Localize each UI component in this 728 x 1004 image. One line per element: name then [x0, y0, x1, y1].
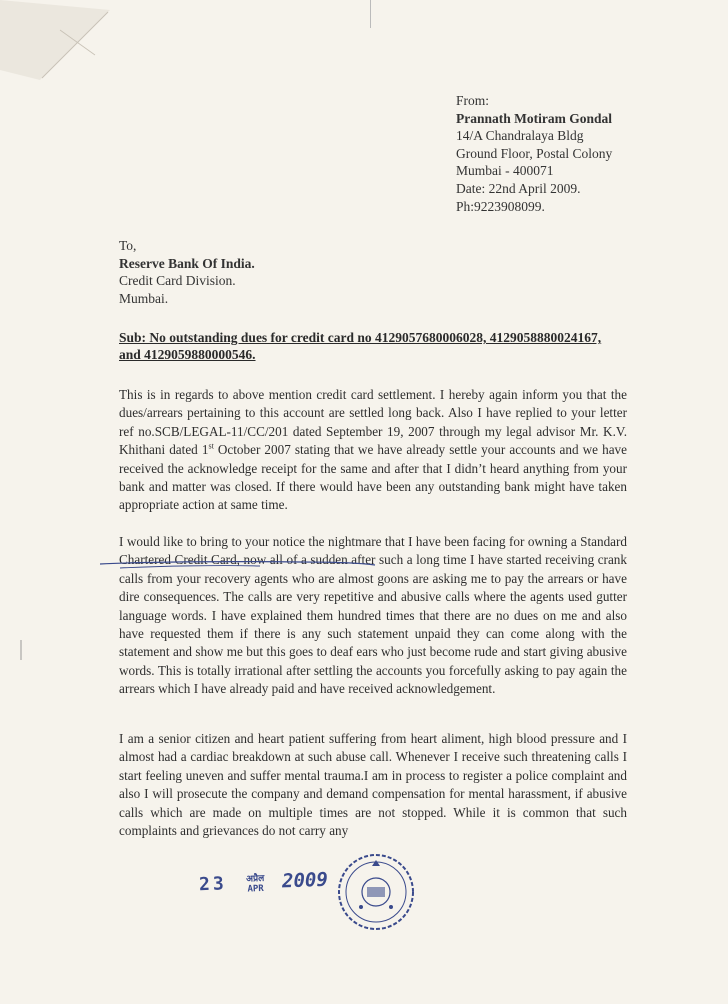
received-date-stamp [199, 869, 329, 896]
sender-name: Prannath Motiram Gondal [456, 110, 613, 126]
top-margin-tick [370, 0, 371, 28]
subject-line1: Sub: No outstanding dues for credit card no 4129057680006028, 4129058880024167, [119, 330, 602, 345]
stamp-year: 2009 [281, 868, 329, 893]
paragraph-2: I would like to bring to your notice the nightmare that I have been facing for owning a Standard Chartered Credit Card, now all of a sudden after such a long time I have started receiving crank calls from your recovery agents who are almost goons are asking me to pay the arrears or have dire consequences. The calls are very repetitive and abusive calls where the agents used gutter language words. I have explained them hundred times that there are no dues on me and also have requested them if there is any such statement unpaid they can come along with the statement and show me but this goes to deaf ears who just become rude and start giving abusive words. This is totally irrational after settling the accounts you forcefully asking to pay again the arrears which I have already paid and have received acknowledgement. [119, 534, 627, 697]
official-seal-icon [336, 852, 416, 932]
sender-address-line2: Ground Floor, Postal Colony [456, 145, 613, 161]
sender-address [456, 92, 612, 215]
sender-address-line1: 14/A Chandralaya Bldg [456, 128, 584, 144]
subject-line2: and 4129059880000546. [119, 347, 256, 362]
recipient-city: Mumbai. [119, 290, 169, 306]
margin-mark [18, 640, 24, 660]
recipient-org: Reserve Bank Of India. [119, 255, 255, 271]
ordinal-suffix: st [208, 441, 214, 451]
stamp-month [246, 873, 265, 894]
stamp-month-hindi: अप्रैल [246, 873, 265, 885]
sender-city: Mumbai - 400071 [456, 163, 554, 179]
paragraph-3: I am a senior citizen and heart patient suffering from heart aliment, high blood pressure and I almost had a cardiac breakdown at such abuse call. Whenever I receive such threatening calls I start feeling uneven and suffer mental trauma.I am in process to register a police complaint and also I will prosecute the company and demand compensation for mental harassment, if abusive calls which are made on multiple times are not stopped. While it is common that such complaints and grievances do not carry any [119, 731, 627, 839]
folded-corner-mark [0, 0, 150, 120]
subject-line [119, 329, 627, 363]
recipient-address [119, 237, 255, 307]
paragraph-1 [119, 386, 627, 515]
sender-phone: Ph:9223908099. [456, 198, 545, 214]
paragraph-1-text-a: This is in regards to above mention credit card settlement. I hereby again inform you that the dues/arrears pertaining to this account are settled long back. Also I have replied to your letter ref no.SCB/LEGAL-11/CC/201 dated September 19, 2007 through my legal advisor Mr. K.V. Khithani dated 1 [119, 387, 627, 458]
letter-date: Date: 22nd April 2009. [456, 180, 581, 196]
stamp-day: 23 [198, 873, 228, 896]
stamp-month-english: APR [247, 883, 264, 895]
paragraph-1-text-b: October 2007 stating that we have already settle your accounts and we have received the acknowledge receipt for the same and after that I didn’t heard anything from your bank and matter was closed. If there would have been any outstanding bank might have taken appropriate action at same time. [119, 442, 628, 513]
from-label: From: [456, 93, 490, 108]
to-salutation: To, [119, 238, 137, 253]
recipient-division: Credit Card Division. [119, 273, 236, 289]
